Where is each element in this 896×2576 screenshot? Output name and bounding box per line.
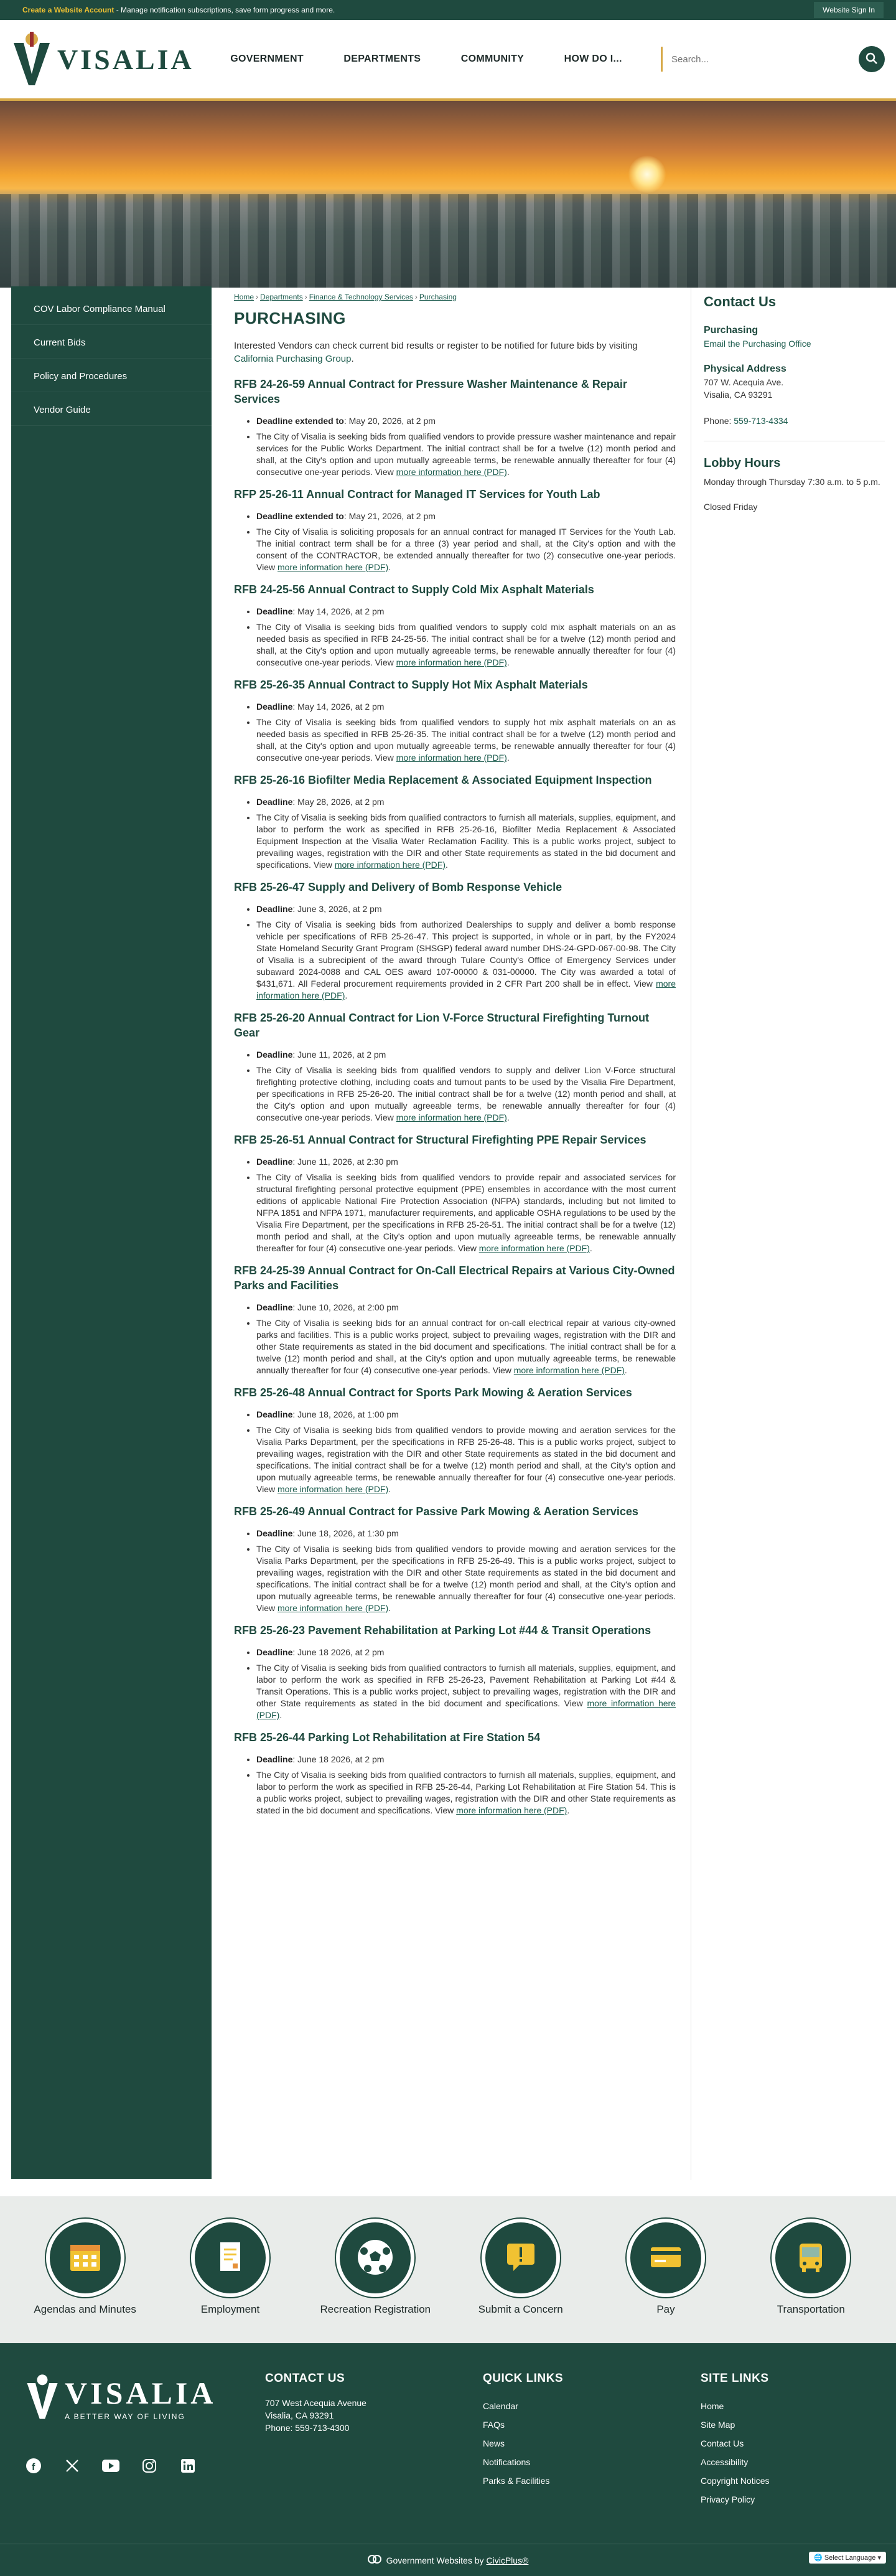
bid-list — [234, 377, 676, 1817]
notification-bar — [0, 0, 896, 20]
more-info-link[interactable]: more information here (PDF) — [396, 657, 507, 667]
more-info-link[interactable]: more information here (PDF) — [396, 753, 507, 763]
youtube-icon[interactable] — [102, 2457, 119, 2475]
bid-entry — [234, 1132, 676, 1254]
more-info-link[interactable]: more information here (PDF) — [256, 979, 676, 1000]
bid-title: RFB 25-26-49 Annual Contract for Passive Park Mowing & Aeration Services — [234, 1505, 638, 1518]
quick-transportation[interactable] — [749, 2219, 873, 2316]
visalia-v-logo-icon — [25, 2372, 60, 2423]
bid-description — [256, 1662, 676, 1721]
search-box — [661, 47, 847, 72]
more-info-link[interactable]: more information here (PDF) — [334, 860, 446, 870]
hero-banner-image — [0, 101, 896, 288]
sidebar-item-vendor-guide[interactable]: Vendor Guide — [11, 392, 212, 426]
bid-description — [256, 812, 676, 871]
search-icon — [866, 52, 878, 67]
bid-entry — [234, 880, 676, 1002]
purchasing-group-link[interactable]: California Purchasing Group — [234, 354, 352, 364]
more-info-link[interactable]: more information here (PDF) — [277, 1484, 389, 1494]
bid-details — [234, 1302, 676, 1376]
bid-title: RFB 25-26-44 Parking Lot Rehabilitation at Fire Station 54 — [234, 1731, 541, 1744]
town-skyline — [0, 194, 896, 288]
main-area — [0, 288, 896, 2180]
instagram-icon[interactable] — [141, 2457, 158, 2475]
deadline-label: Deadline extended to — [256, 511, 344, 521]
page-content — [212, 288, 676, 2180]
bid-description-text: The City of Visalia is seeking bids from qualified vendors to supply and deliver Lion V-Force structural firefighting protective clothing, including coats and turnout pants to be used by the Visalia Fire Department, per specifications in RFB 25-26-20. The initial contract shall be for a twelve (12) month period and shall, at the City's option and upon mutually agreeable terms, be renewable annually thereafter for four (4) consecutive one-year periods. View — [256, 1065, 676, 1122]
footer-link-home[interactable]: Home — [701, 2401, 724, 2411]
deadline-label: Deadline — [256, 1302, 293, 1312]
bid-details — [234, 701, 676, 764]
bid-deadline — [256, 1409, 676, 1421]
address-label: Physical Address — [704, 364, 786, 374]
more-info-link[interactable]: more information here (PDF) — [456, 1805, 567, 1815]
bid-entry — [234, 377, 676, 478]
footer-tagline: A BETTER WAY OF LIVING — [65, 2412, 185, 2421]
bid-details — [234, 903, 676, 1002]
svg-text:f: f — [32, 2462, 35, 2473]
bid-description-text: The City of Visalia is seeking bids from qualified contractors to furnish all materials, supplies, equipment, and labor to perform the work as specified in RFB 25-26-23, Pavement Rehabilitation at Parking Lot #44 & Transit Operations. This is a public works project, subject to prevailing wages, registration with the DIR and other State requirements as stated in the bid document and specifications. View — [256, 1663, 676, 1708]
bid-description — [256, 1769, 676, 1817]
more-info-link[interactable]: more information here (PDF) — [277, 562, 389, 572]
application-form-icon — [212, 2239, 249, 2278]
bid-deadline — [256, 1754, 676, 1765]
bid-title: RFB 24-26-59 Annual Contract for Pressure Washer Maintenance & Repair Services — [234, 378, 627, 405]
calendar-icon — [67, 2239, 104, 2278]
bid-entry — [234, 582, 676, 669]
bid-description-text: The City of Visalia is seeking bids from qualified vendors to provide mowing and aeration services for the Visalia Parks Department, per the specifications in RFB 25-26-48. This is a public works project, subject to prevailing wages, registration with the DIR and other State requirements as stated in the bid document and specifications. The initial contract shall be for a twelve (12) month period and shall, at the City's option and upon mutually agreeable terms, be renewable annually thereafter for four (4) consecutive one-year periods. View — [256, 1425, 676, 1494]
quick-employment[interactable] — [168, 2219, 292, 2316]
globe-icon: 🌐 — [814, 2554, 823, 2562]
address-line-1: 707 W. Acequia Ave. — [704, 377, 784, 387]
breadcrumb-departments[interactable]: Departments — [260, 293, 303, 301]
bid-description-text: The City of Visalia is seeking bids from qualified contractors to furnish all materials, supplies, equipment, and labor to perform the work as specified in RFB 25-26-16, Biofilter Media Replacement & Associated Equipment Inspection at the Visalia Water Reclamation Facility. This is a public works project, subject to prevailing wages, registration with the DIR and other State requirements as stated in the bid document and specifications. View — [256, 812, 676, 870]
quick-label: Transportation — [777, 2303, 845, 2315]
bid-deadline — [256, 1528, 676, 1539]
footer-quick-links — [483, 2372, 701, 2509]
deadline-value: : June 18, 2026, at 1:00 pm — [292, 1409, 399, 1419]
bid-title: RFB 25-26-47 Supply and Delivery of Bomb Response Vehicle — [234, 881, 562, 893]
footer-site-links — [701, 2372, 862, 2509]
bid-description-end: . — [388, 562, 391, 572]
bid-title: RFB 25-26-48 Annual Contract for Sports Park Mowing & Aeration Services — [234, 1386, 632, 1399]
footer-link-contact[interactable]: Contact Us — [701, 2438, 744, 2448]
bid-description-text: The City of Visalia is seeking bids from authorized Dealerships to supply and deliver a bomb response vehicle per specifications of RFB 25-26-47. This project is supported, in whole or in part, by the FY2024 State Homeland Security Grant Program (SHSGP) federal award number DHS-24-GPD-067-00-98. The City of Visalia is a subrecipient of the award through Tulare County's Office of Emergency Services under subaward 2024-0088 and CAL OES award 107-00000 & 031-00000. The City was awarded a total of $431,671. All Federal procurement requirements provided in 2 CFR Part 200 shall be in effect. View — [256, 919, 676, 989]
bid-description-text: The City of Visalia is soliciting proposals for an annual contract for managed IT Services for the Youth Lab. The initial contract term shall be for a three (3) year period and shall, at the City's option and with the consent of the CONTRACTOR, be extended annually thereafter for two (2) consecutive one-year periods. View — [256, 527, 676, 572]
deadline-label: Deadline — [256, 797, 293, 807]
bus-icon — [792, 2239, 829, 2278]
hours-closed: Closed Friday — [704, 502, 758, 512]
deadline-value: : June 18 2026, at 2 pm — [292, 1647, 385, 1657]
footer-link-sitemap[interactable]: Site Map — [701, 2420, 735, 2430]
more-info-link[interactable]: more information here (PDF) — [396, 1112, 507, 1122]
bid-title: RFB 25-26-16 Biofilter Media Replacement & Associated Equipment Inspection — [234, 774, 652, 786]
social-links — [25, 2457, 265, 2475]
deadline-value: : June 18, 2026, at 1:30 pm — [292, 1528, 399, 1538]
bid-deadline — [256, 903, 676, 915]
bid-description-end: . — [589, 1243, 592, 1253]
speech-bubble-alert-icon — [502, 2239, 539, 2278]
bid-entry — [234, 1263, 676, 1376]
bid-entry — [234, 773, 676, 871]
bid-description-end: . — [567, 1805, 570, 1815]
bid-description — [256, 621, 676, 669]
bid-description — [256, 717, 676, 764]
nav-government[interactable]: GOVERNMENT — [230, 54, 304, 64]
deadline-value: : May 14, 2026, at 2 pm — [292, 702, 385, 712]
bid-description-end: . — [506, 467, 510, 477]
quick-label: Recreation Registration — [320, 2303, 431, 2315]
deadline-label: Deadline — [256, 904, 293, 914]
deadline-label: Deadline — [256, 606, 293, 616]
linkedin-icon[interactable] — [179, 2457, 197, 2475]
site-footer — [0, 2343, 896, 2576]
sign-in-button[interactable]: Website Sign In — [814, 2, 884, 18]
logo-wordmark: VISALIA — [57, 43, 194, 75]
deadline-value: : June 11, 2026, at 2 pm — [292, 1050, 386, 1060]
bid-title: RFB 24-25-39 Annual Contract for On-Call Electrical Repairs at Various City-Owned Parks and Facilities — [234, 1264, 675, 1292]
main-nav — [210, 54, 661, 65]
quick-label: Employment — [200, 2303, 260, 2315]
bid-entry — [234, 677, 676, 764]
bid-details — [234, 796, 676, 871]
footer-site-title: SITE LINKS — [701, 2372, 769, 2385]
page-title: PURCHASING — [234, 309, 346, 327]
bid-title: RFB 25-26-20 Annual Contract for Lion V-Force Structural Firefighting Turnout Gear — [234, 1012, 650, 1039]
bid-description-text: The City of Visalia is seeking bids for an annual contract for on-call electrical repair at various city-owned parks and facilities. This is a public works project, subject to prevailing wages, registration with the DIR and other State requirements as stated in the bid document and specifications. The initial contract shall be for a twelve (12) month period and shall, at the City's option and upon mutually agreeable terms, be renewable annually thereafter for four (4) consecutive one-year periods. View — [256, 1318, 676, 1375]
deadline-value: : May 14, 2026, at 2 pm — [292, 606, 385, 616]
nav-how-do-i[interactable]: HOW DO I... — [564, 54, 622, 64]
chevron-down-icon: ▾ — [877, 2554, 881, 2562]
bid-description-end: . — [506, 753, 510, 763]
footer-wordmark: VISALIA — [65, 2375, 217, 2410]
bid-description-end: . — [388, 1603, 391, 1613]
more-info-link[interactable]: more information here (PDF) — [256, 1698, 676, 1720]
intro-end: . — [351, 354, 354, 364]
footer-contact-title: CONTACT US — [265, 2372, 345, 2385]
footer-address-1: 707 West Acequia Avenue — [265, 2398, 366, 2408]
bid-title: RFP 25-26-11 Annual Contract for Managed IT Services for Youth Lab — [234, 488, 600, 501]
footer-bottom-bar — [0, 2544, 896, 2576]
account-notice[interactable] — [22, 6, 335, 14]
footer-link-faqs[interactable]: FAQs — [483, 2420, 505, 2430]
deadline-label: Deadline — [256, 1050, 293, 1060]
bid-description-text: The City of Visalia is seeking bids from qualified vendors to provide pressure washer maintenance and repair services for the Public Works Department. The initial contract shall be for a twelve (12) month period and shall, at the City's option and upon mutually agreeable terms, be renewable annually thereafter for four (4) consecutive one-year periods. View — [256, 431, 676, 477]
bid-description — [256, 1172, 676, 1254]
bid-deadline — [256, 701, 676, 713]
intro-text — [234, 339, 676, 365]
address-line-2: Visalia, CA 93291 — [704, 390, 773, 400]
bid-entry — [234, 1010, 676, 1124]
bid-description — [256, 1065, 676, 1124]
bid-deadline — [256, 415, 676, 427]
bid-deadline — [256, 1049, 676, 1061]
search-button[interactable] — [859, 46, 885, 72]
language-select-label: Select Language — [824, 2554, 876, 2562]
deadline-label: Deadline — [256, 1409, 293, 1419]
bid-details — [234, 1754, 676, 1817]
bid-description — [256, 1543, 676, 1614]
footer-link-accessibility[interactable]: Accessibility — [701, 2457, 749, 2467]
bid-description-end: . — [279, 1710, 282, 1720]
site-header — [0, 20, 896, 101]
bid-entry — [234, 1504, 676, 1614]
deadline-label: Deadline — [256, 702, 293, 712]
quick-agendas[interactable] — [23, 2219, 147, 2316]
more-info-link[interactable]: more information here (PDF) — [396, 467, 507, 477]
bid-description — [256, 526, 676, 573]
bid-details — [234, 1647, 676, 1721]
breadcrumb-purchasing[interactable]: Purchasing — [419, 293, 457, 301]
deadline-value: : May 28, 2026, at 2 pm — [292, 797, 385, 807]
bid-details — [234, 510, 676, 573]
bid-deadline — [256, 1302, 676, 1314]
bid-description-end: . — [388, 1484, 391, 1494]
bid-description-text: The City of Visalia is seeking bids from qualified contractors to furnish all materials, supplies, equipment, and labor to perform the work as specified in RFB 25-26-44, Parking Lot Rehabilitation at Fire Station 54. This is a public works project, subject to prevailing wages, registration with the DIR and other State requirements as stated in the bid document and specifications. View — [256, 1770, 676, 1815]
deadline-label: Deadline — [256, 1157, 293, 1167]
email-link[interactable]: Email the Purchasing Office — [704, 339, 811, 349]
bid-description — [256, 919, 676, 1002]
bid-deadline — [256, 510, 676, 522]
deadline-value: : May 21, 2026, at 2 pm — [343, 511, 436, 521]
hours-title: Lobby Hours — [704, 456, 781, 470]
more-info-link[interactable]: more information here (PDF) — [478, 1243, 590, 1253]
sidebar-item-policy[interactable]: Policy and Procedures — [11, 359, 212, 392]
bid-description-end: . — [624, 1365, 627, 1375]
quick-links-bar — [0, 2196, 896, 2343]
bid-title: RFB 25-26-23 Pavement Rehabilitation at Parking Lot #44 & Transit Operations — [234, 1624, 651, 1637]
facebook-icon[interactable] — [25, 2457, 42, 2475]
nav-departments[interactable]: DEPARTMENTS — [343, 54, 421, 64]
footer-link-copyright[interactable]: Copyright Notices — [701, 2476, 770, 2486]
bid-title: RFB 25-26-35 Annual Contract to Supply Hot Mix Asphalt Materials — [234, 679, 588, 691]
quick-concern[interactable] — [459, 2219, 583, 2316]
bid-entry — [234, 1623, 676, 1721]
side-nav — [11, 286, 212, 2179]
create-account-link[interactable]: Create a Website Account — [22, 6, 114, 14]
bid-deadline — [256, 1156, 676, 1168]
bid-deadline — [256, 606, 676, 618]
bid-details — [234, 1409, 676, 1495]
language-select[interactable] — [809, 2552, 886, 2564]
account-notice-text: - Manage notification subscriptions, save form progress and more. — [114, 6, 335, 14]
civicplus-logo-icon — [368, 2555, 381, 2565]
quick-pay[interactable] — [604, 2219, 728, 2316]
bid-deadline — [256, 796, 676, 808]
breadcrumb-home[interactable]: Home — [234, 293, 254, 301]
bid-description — [256, 1424, 676, 1495]
more-info-link[interactable]: more information here (PDF) — [277, 1603, 389, 1613]
bid-details — [234, 1528, 676, 1614]
bid-entry — [234, 1385, 676, 1495]
quick-label: Agendas and Minutes — [34, 2303, 136, 2315]
breadcrumb-finance[interactable]: Finance & Technology Services — [309, 293, 413, 301]
sidebar-item-labor-compliance[interactable]: COV Labor Compliance Manual — [11, 291, 212, 325]
footer-contact — [265, 2372, 483, 2509]
bid-description-text: The City of Visalia is seeking bids from qualified vendors to supply cold mix asphalt materials on an as needed basis as specified in RFB 24-25-56. The initial contract shall be for a twelve (12) month period and shall, at the City's option and upon mutually agreeable terms, be renewable annually thereafter for four (4) consecutive one-year periods. View — [256, 622, 676, 667]
footer-link-parks[interactable]: Parks & Facilities — [483, 2476, 550, 2486]
bid-description — [256, 1317, 676, 1376]
bid-description-text: The City of Visalia is seeking bids from qualified vendors to supply hot mix asphalt materials on an as needed basis as specified in RFB 25-26-35. The initial contract shall be for a twelve (12) month period and shall, at the City's option and upon mutually agreeable terms, be renewable annually thereafter for four (4) consecutive one-year periods. View — [256, 717, 676, 763]
phone-label: Phone: — [704, 416, 734, 426]
nav-community[interactable]: COMMUNITY — [460, 54, 525, 64]
deadline-label: Deadline — [256, 1754, 293, 1764]
breadcrumb: Home › Departments › Finance & Technology Services › Purchasing — [234, 293, 457, 301]
bid-entry — [234, 1730, 676, 1817]
deadline-value: : June 11, 2026, at 2:30 pm — [292, 1157, 398, 1167]
contact-dept: Purchasing — [704, 325, 758, 336]
civicplus-link[interactable]: CivicPlus® — [486, 2555, 529, 2565]
city-logo[interactable] — [11, 31, 210, 88]
contact-panel — [691, 288, 885, 2180]
gov-websites-text: Government Websites by — [386, 2555, 484, 2565]
intro-body: Interested Vendors can check current bid results or register to be notified for future bids by visiting — [234, 341, 638, 351]
footer-logo[interactable] — [25, 2372, 265, 2509]
quick-label: Submit a Concern — [478, 2303, 563, 2315]
bid-details — [234, 1156, 676, 1254]
bid-description — [256, 431, 676, 478]
bid-description-end: . — [445, 860, 448, 870]
contact-title: Contact Us — [704, 294, 777, 309]
deadline-label: Deadline — [256, 1528, 293, 1538]
visalia-v-logo-icon — [11, 31, 52, 88]
footer-link-notifications[interactable]: Notifications — [483, 2457, 531, 2467]
bid-entry — [234, 487, 676, 573]
bid-deadline — [256, 1647, 676, 1658]
footer-link-news[interactable]: News — [483, 2438, 505, 2448]
bid-details — [234, 606, 676, 669]
bid-description-end: . — [506, 1112, 510, 1122]
sidebar-item-current-bids[interactable]: Current Bids — [11, 325, 212, 359]
bid-details — [234, 415, 676, 478]
deadline-value: : June 18 2026, at 2 pm — [292, 1754, 385, 1764]
bid-description-text: The City of Visalia is seeking bids from qualified vendors to provide mowing and aeration services for the Visalia Parks Department, per the specifications in RFB 25-26-49. This is a public works project, subject to prevailing wages, registration with the DIR and other State requirements as stated in the bid document and specifications. The initial contract shall be for a twelve (12) month period and shall, at the City's option and upon mutually agreeable terms, be renewable annually thereafter for four (4) consecutive one-year periods. View — [256, 1544, 676, 1613]
sunset-sun — [628, 156, 666, 193]
deadline-value: : June 3, 2026, at 2 pm — [292, 904, 382, 914]
soccer-ball-icon — [355, 2237, 395, 2279]
deadline-value: : May 20, 2026, at 2 pm — [343, 416, 436, 426]
footer-quick-title: QUICK LINKS — [483, 2372, 563, 2385]
footer-address-2: Visalia, CA 93291 — [265, 2410, 334, 2420]
phone-link[interactable]: 559-713-4334 — [734, 416, 788, 426]
bid-details — [234, 1049, 676, 1124]
quick-label: Pay — [656, 2303, 675, 2315]
quick-recreation[interactable] — [313, 2219, 437, 2316]
credit-card-icon — [647, 2239, 684, 2278]
x-twitter-icon[interactable] — [63, 2457, 81, 2475]
deadline-label: Deadline extended to — [256, 416, 344, 426]
footer-link-privacy[interactable]: Privacy Policy — [701, 2494, 755, 2504]
footer-link-calendar[interactable]: Calendar — [483, 2401, 518, 2411]
footer-phone: Phone: 559-713-4300 — [265, 2423, 350, 2433]
bid-description-end: . — [345, 990, 348, 1000]
bid-title: RFB 24-25-56 Annual Contract to Supply Cold Mix Asphalt Materials — [234, 583, 594, 596]
deadline-value: : June 10, 2026, at 2:00 pm — [292, 1302, 399, 1312]
bid-description-text: The City of Visalia is seeking bids from qualified vendors to provide repair and associated services for structural firefighting personal protective equipment (PPE) ensembles in accordance with the most current editions of applicable National Fire Protection Association (NFPA) standards, including but not limited to NFPA 1851 and NFPA 1971, manufacturer requirements, and applicable OSHA regulations to be used by the Visalia Fire Department, per the specifications in RFB 25-26-51. The initial contract shall be for a twelve (12) month period and shall, at the City's option and upon mutually agreeable terms, be renewable annually thereafter for four (4) consecutive one-year periods. View — [256, 1172, 676, 1253]
bid-title: RFB 25-26-51 Annual Contract for Structural Firefighting PPE Repair Services — [234, 1134, 646, 1146]
deadline-label: Deadline — [256, 1647, 293, 1657]
search-input[interactable] — [671, 54, 821, 65]
bid-description-end: . — [506, 657, 510, 667]
hours-weekdays: Monday through Thursday 7:30 a.m. to 5 p.m. — [704, 477, 880, 487]
more-info-link[interactable]: more information here (PDF) — [513, 1365, 625, 1375]
